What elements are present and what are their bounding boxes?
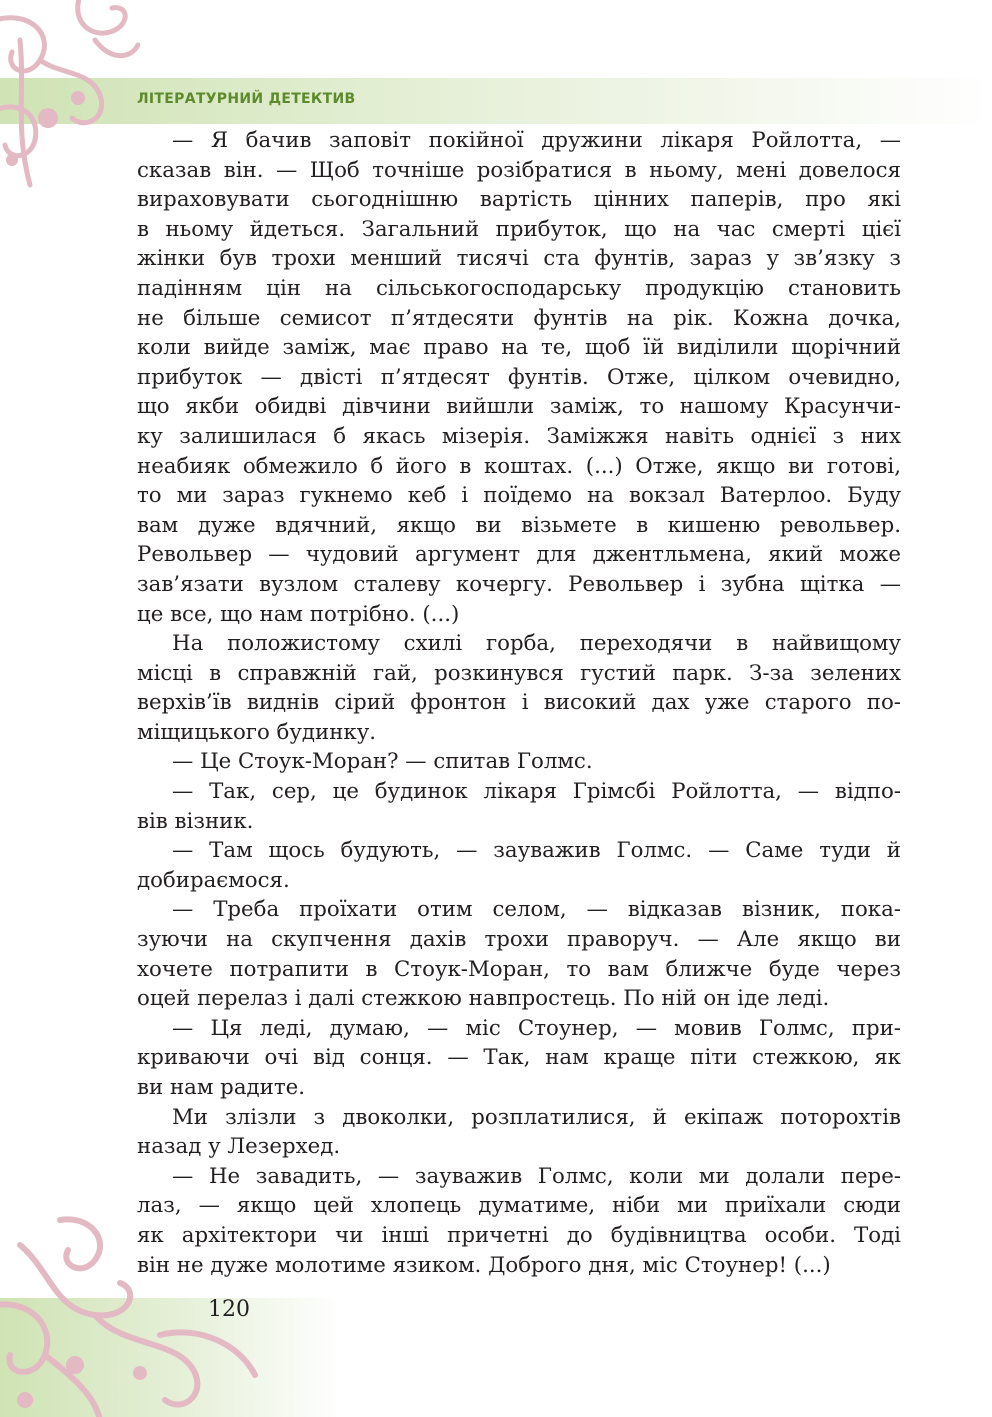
text-line: — Це Стоук-Моран? — спитав Голмс. [172, 749, 593, 775]
text-line: верхів’їв виднів сірий фронтон і високий дах уже старого по- [137, 690, 901, 716]
text-line: криваючи очі від сонця. — Так, нам краще піти стежкою, як [137, 1045, 901, 1071]
text-line: вираховувати сьогоднішню вартість цінних паперів, про які [137, 187, 901, 213]
text-line: — Я бачив заповіт покійної дружини лікаря Ройлотта, — [172, 128, 901, 153]
text-line: — Так, сер, це будинок лікаря Грімсбі Ройлотта, — відпо- [172, 779, 901, 805]
text-line: зав’язати вузлом сталеву кочергу. Револьвер і зубна щітка — [137, 571, 901, 597]
text-line: як архітектори чи інші причетні до будівництва особи. Тоді [137, 1222, 901, 1248]
corner-ornament-icon [0, 0, 140, 190]
text-line: зуючи на скупчення дахів трохи праворуч. — Але якщо ви [137, 927, 901, 953]
text-line: — Там щось будують, — зауважив Голмс. — Саме туди й [172, 838, 901, 864]
text-line: назад у Лезерхед. [137, 1134, 341, 1160]
text-line: ку залишилася б якась мізерія. Заміжжя навіть однієї з них [137, 423, 901, 449]
text-line: то ми зараз гукнемо кеб і поїдемо на вокзал Ватерлоо. Буду [137, 483, 901, 509]
text-line: не більше семисот п’ятдесяти фунтів на рік. Кожна дочка, [137, 305, 901, 331]
text-line: — Ця леді, думаю, — міс Стоунер, — мовив Голмс, при- [172, 1015, 901, 1041]
text-line: хочете потрапити в Стоук-Моран, то вам ближче буде через [137, 956, 901, 982]
text-line: падінням цін на сільськогосподарську продукцію становить [137, 275, 901, 301]
text-line: Ми злізли з двоколки, розплатилися, й екіпаж поторохтів [172, 1104, 901, 1130]
text-line: що якби обидві дівчини вийшли заміж, то нашому Красунчи- [137, 394, 901, 420]
text-line: прибуток — двісті п’ятдесят фунтів. Отже, цілком очевидно, [137, 364, 901, 390]
text-line: вам дуже вдячний, якщо ви візьмете в кишеню револьвер. [137, 512, 901, 538]
section-title: ЛІТЕРАТУРНИЙ ДЕТЕКТИВ [137, 91, 356, 107]
text-line: ви нам радите. [137, 1075, 305, 1100]
text-line: міщицького будинку. [137, 719, 377, 745]
text-line: лаз, — якщо цей хлопець думатиме, ніби ми приїхали сюди [137, 1193, 901, 1219]
text-line: це все, що нам потрібно. (...) [137, 601, 460, 627]
text-line: жінки був трохи менший тисячі ста фунтів, зараз у зв’язку з [137, 246, 901, 272]
text-line: сказав він. — Щоб точніше розібратися в ньому, мені довелося [137, 157, 901, 183]
text-line: він не дуже молотиме язиком. Доброго дня, міс Стоунер! (...) [137, 1252, 831, 1278]
text-line: неабияк обмежило б його в коштах. (...) Отже, якщо ви готові, [137, 453, 901, 479]
text-line: — Не завадить, — зауважив Голмс, коли ми долали пере- [172, 1163, 901, 1189]
text-line: оцей перелаз і далі стежкою навпростець. По ній он іде леді. [137, 986, 830, 1012]
text-line: добираємося. [137, 867, 290, 893]
text-line: — Треба проїхати отим селом, — відказав візник, пока- [172, 897, 901, 923]
text-line: місці в справжній гай, розкинувся густий парк. З-за зелених [137, 660, 901, 686]
text-line: На положистому схилі горба, переходячи в найвищому [172, 631, 901, 657]
page-number: 120 [208, 1297, 250, 1322]
text-line: в ньому йдеться. Загальний прибуток, що на час смерті цієї [137, 216, 901, 242]
body-text [137, 126, 901, 1280]
text-line: коли вийде заміж, має право на те, щоб їй виділили щорічний [137, 335, 901, 361]
text-line: Револьвер — чудовий аргумент для джентльмена, який може [137, 542, 901, 568]
text-line: вів візник. [137, 808, 254, 834]
